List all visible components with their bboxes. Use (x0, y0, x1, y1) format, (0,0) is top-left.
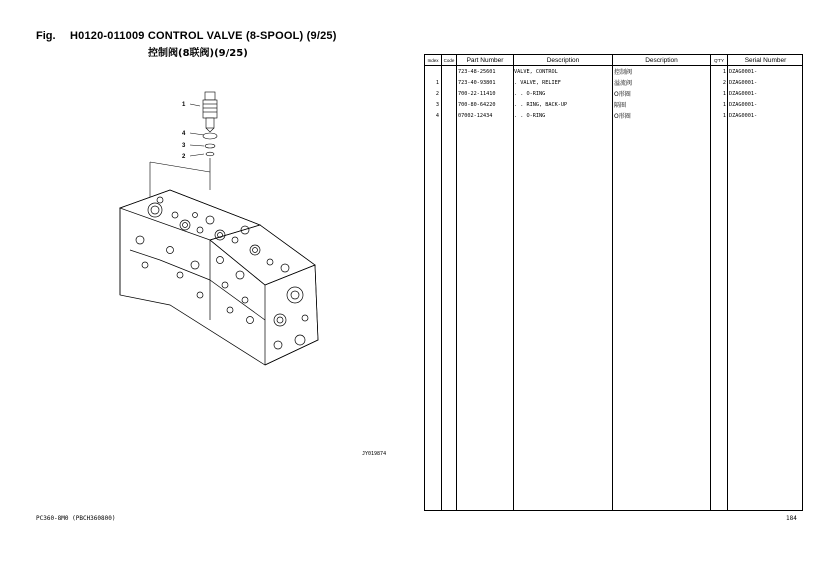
cell-part-number: 700-80-64220 (458, 102, 496, 108)
col-divider (710, 55, 711, 510)
o-ring-part-2 (206, 152, 214, 156)
page-title: H0120-011009 CONTROL VALVE (8-SPOOL) (9/25) (70, 30, 337, 42)
cell-description: VALVE, CONTROL (514, 69, 558, 75)
cell-serial: DZAG0001- (729, 80, 758, 86)
header-index: Index (425, 55, 442, 66)
cell-description-2: O形圈 (614, 91, 631, 98)
cell-index: 2 (435, 91, 439, 97)
cell-serial: DZAG0001- (729, 113, 758, 119)
cell-part-number: 723-40-93801 (458, 80, 496, 86)
cell-qty: 1 (722, 91, 726, 97)
col-divider (513, 55, 514, 510)
cell-description: . . O-RING (514, 113, 546, 119)
header-qty: Q'TY (711, 55, 728, 66)
header-description: Description (514, 55, 613, 66)
header-code: Code (442, 55, 457, 66)
callout-leader-2 (190, 154, 204, 156)
cell-description: . . O-RING (514, 91, 546, 97)
control-valve-diagram (100, 90, 400, 390)
cell-description-2: 控制阀 (614, 69, 633, 76)
callout-leader-1 (190, 104, 200, 106)
col-divider (612, 55, 613, 510)
cell-qty: 1 (722, 102, 726, 108)
cell-index: 4 (435, 113, 439, 119)
table-row (425, 78, 802, 89)
cell-serial: DZAG0001- (729, 91, 758, 97)
col-divider (727, 55, 728, 510)
o-ring-part-4 (203, 133, 217, 139)
cell-part-number: 07002-12434 (458, 113, 493, 119)
table-row (425, 89, 802, 100)
col-divider (456, 55, 457, 510)
callout-2: 2 (182, 154, 186, 160)
header-serial: Serial Number (728, 55, 803, 66)
cell-description-2: O形圈 (614, 113, 631, 120)
callout-1: 1 (182, 102, 186, 108)
cell-index (425, 67, 439, 78)
table-row (425, 100, 802, 111)
valve-body (120, 190, 318, 365)
cell-part-number: 700-22-11410 (458, 91, 496, 97)
page-number: 184 (786, 515, 797, 522)
cell-description: . VALVE, RELIEF (514, 80, 561, 86)
callout-3: 3 (182, 143, 186, 149)
page-subtitle: 控制阀(8联阀)(9/25) (148, 48, 248, 59)
callout-leader-3 (190, 145, 204, 146)
cell-part-number: 723-48-25601 (458, 69, 496, 75)
cell-qty: 1 (722, 69, 726, 75)
backup-ring-part-3 (205, 144, 215, 148)
header-description-2: Description (613, 55, 711, 66)
relief-valve-part (203, 92, 217, 132)
cell-qty: 2 (722, 80, 726, 86)
figure-code: JY019874 (362, 451, 387, 457)
fig-label: Fig. (36, 30, 56, 42)
cell-serial: DZAG0001- (729, 102, 758, 108)
cell-description-2: 溢流阀 (614, 80, 633, 87)
table-row (425, 111, 802, 122)
col-divider (441, 55, 442, 510)
parts-table (424, 54, 803, 511)
table-row (425, 67, 802, 78)
cell-index: 1 (435, 80, 439, 86)
cell-index: 3 (435, 102, 439, 108)
header-part-number: Part Number (457, 55, 514, 66)
cell-description-2: 隔圈 (614, 102, 627, 109)
control-valve-drawing (100, 90, 400, 390)
cell-serial: DZAG0001- (729, 69, 758, 75)
callout-4: 4 (182, 131, 186, 137)
footer-model: PC360-8M0 (PBCH360800) (36, 515, 116, 522)
cell-qty: 1 (722, 113, 726, 119)
callout-leader-4 (190, 133, 204, 135)
cell-description: . . RING, BACK-UP (514, 102, 568, 108)
